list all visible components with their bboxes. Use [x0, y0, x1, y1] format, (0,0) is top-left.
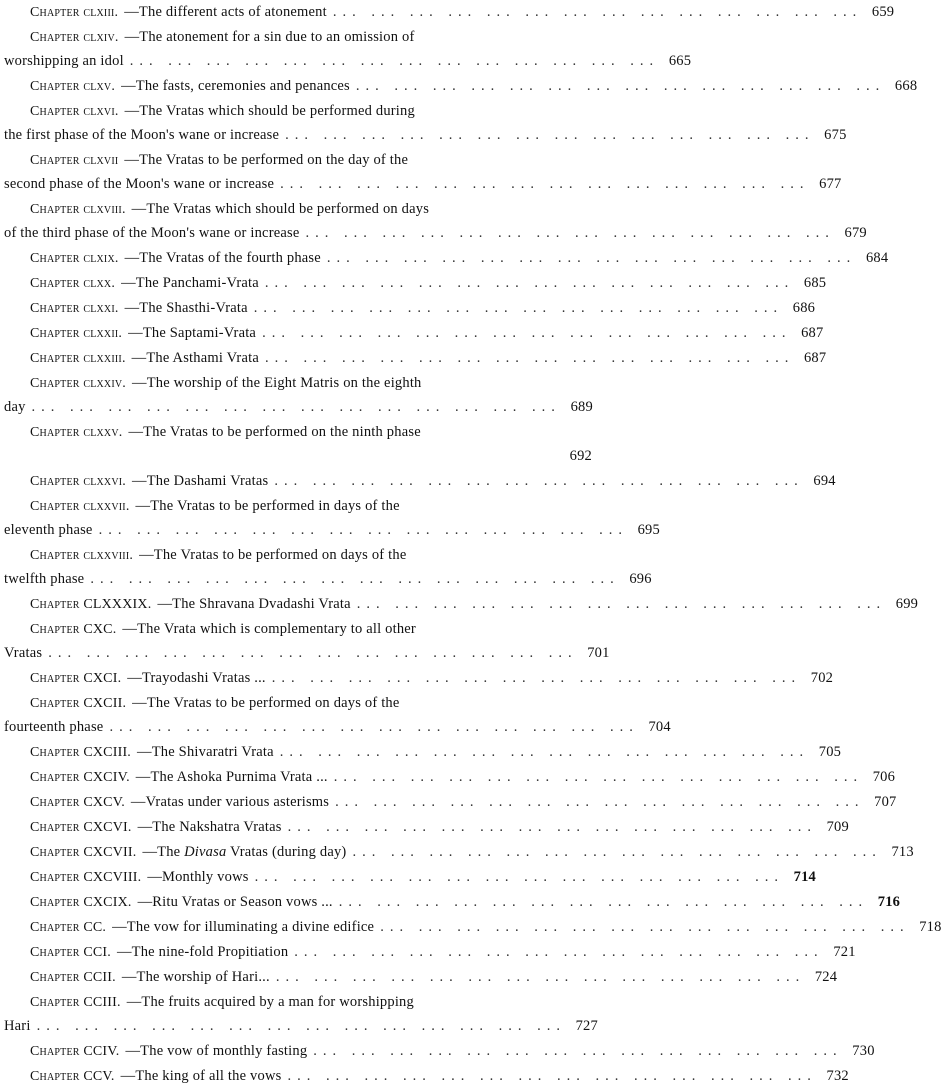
dot-leader	[274, 174, 815, 194]
dot-leader	[346, 842, 887, 862]
toc-entry-line	[0, 992, 600, 1016]
toc-entry-continuation	[0, 520, 660, 544]
dot-leader	[248, 298, 789, 318]
dot-leader	[84, 569, 625, 589]
chapter-number: Chapter CXCI.	[30, 671, 122, 686]
chapter-title-continuation: worshipping an idol	[4, 53, 124, 69]
chapter-title: —Trayodashi Vratas ...	[127, 670, 266, 686]
dot-leader	[321, 248, 862, 268]
toc-entry-line	[0, 767, 896, 791]
toc-entry-line	[0, 1066, 849, 1090]
chapter-title: —The fasts, ceremonies and penances	[121, 78, 350, 94]
dot-leader	[299, 223, 840, 243]
chapter-title: —The Asthami Vrata	[131, 350, 259, 366]
page-number: 689	[570, 399, 593, 415]
dot-leader	[26, 397, 567, 417]
toc-entry	[0, 545, 652, 593]
chapter-number: Chapter clxxi.	[30, 301, 119, 316]
chapter-number: Chapter CCV.	[30, 1069, 115, 1084]
dot-leader	[327, 2, 868, 22]
page-number: 659	[871, 4, 895, 20]
chapter-title: —The Vratas to be performed on the ninth phase	[128, 424, 421, 440]
toc-entry	[0, 792, 897, 816]
toc-entry-line	[0, 668, 834, 692]
toc-entry	[0, 298, 816, 322]
dot-leader	[268, 471, 809, 491]
chapter-title: —The worship of Hari...	[121, 969, 270, 985]
chapter-number: Chapter clxxvii.	[30, 499, 130, 514]
toc-entry-continuation	[0, 1016, 600, 1040]
page-number: 704	[648, 719, 671, 735]
dot-leader	[333, 892, 874, 912]
chapter-title: —The Shasthi-Vrata	[124, 300, 248, 316]
chapter-title: —The Vratas which should be performed on days	[131, 201, 430, 217]
toc-entry	[0, 76, 918, 100]
dot-leader	[124, 51, 665, 71]
toc-entry	[0, 273, 827, 297]
dot-leader	[249, 867, 790, 887]
toc-entry	[0, 1041, 875, 1065]
toc-entry-line	[0, 27, 600, 51]
chapter-title: —The Ashoka Purnima Vrata ...	[135, 769, 328, 785]
toc-entry-continuation	[0, 643, 610, 667]
toc-entry-continuation	[0, 397, 600, 421]
page-number: 721	[833, 944, 856, 960]
chapter-title: —The king of all the vows	[120, 1068, 282, 1084]
toc-entry	[0, 471, 836, 495]
chapter-title: —The Nakshatra Vratas	[137, 819, 282, 835]
chapter-number: Chapter CXC.	[30, 622, 117, 637]
chapter-title: —Ritu Vratas or Season vows ...	[137, 894, 333, 910]
chapter-number: Chapter clxviii.	[30, 202, 126, 217]
page-number: 706	[872, 769, 896, 785]
dot-leader	[42, 643, 583, 663]
chapter-title: —The Vratas to be performed on days of the	[139, 547, 407, 563]
toc-entry-line	[0, 942, 856, 966]
toc-entry-line	[0, 594, 919, 618]
chapter-title: —The vow of monthly fasting	[125, 1043, 308, 1059]
toc-entry-page-line	[0, 446, 600, 470]
page-number: 730	[852, 1043, 875, 1059]
chapter-number: Chapter CLXXXIX.	[30, 597, 152, 612]
chapter-title-part: —The	[142, 844, 185, 860]
dot-leader	[266, 668, 807, 688]
toc-entry	[0, 27, 692, 75]
chapter-title: —The nine-fold Propitiation	[116, 944, 289, 960]
toc-entry-line	[0, 496, 600, 520]
toc-entry	[0, 150, 842, 198]
chapter-title: —The Shivaratri Vrata	[137, 744, 274, 760]
toc-entry-line	[0, 273, 827, 297]
chapter-title: —The worship of the Eight Matris on the eighth	[132, 375, 422, 391]
chapter-number: Chapter clxxv.	[30, 425, 123, 440]
toc-entry	[0, 348, 827, 372]
toc-entry-line	[0, 422, 600, 446]
dot-leader	[103, 717, 644, 737]
chapter-title-continuation: fourteenth phase	[4, 719, 104, 735]
toc-entry-line	[0, 373, 600, 397]
dot-leader	[350, 76, 891, 96]
toc-entry-line	[0, 348, 827, 372]
toc-entry-line	[0, 150, 600, 174]
dot-leader	[270, 967, 811, 987]
toc-entry	[0, 942, 856, 966]
chapter-number: Chapter CCII.	[30, 970, 116, 985]
dot-leader	[259, 348, 800, 368]
page-number: 686	[792, 300, 816, 316]
toc-entry	[0, 619, 610, 667]
chapter-title-part: Vratas (during day)	[226, 844, 347, 860]
chapter-title: —The Panchami-Vrata	[121, 275, 259, 291]
chapter-number: Chapter CCIV.	[30, 1044, 120, 1059]
dot-leader	[256, 323, 797, 343]
chapter-title: —The Vrata which is complementary to all other	[122, 621, 416, 637]
toc-entry-line	[0, 298, 816, 322]
toc-entry	[0, 842, 914, 866]
toc-entry	[0, 496, 660, 544]
toc-entry	[0, 693, 671, 741]
toc-entry	[0, 373, 600, 421]
chapter-number: Chapter CXCIV.	[30, 770, 130, 785]
chapter-number: Chapter clxxiv.	[30, 376, 127, 391]
chapter-title-continuation: of the third phase of the Moon's wane or increase	[4, 225, 300, 241]
chapter-title: —Vratas under various asterisms	[130, 794, 330, 810]
chapter-title: —The Vratas to be performed on the day of the	[124, 152, 409, 168]
chapter-number: Chapter CCI.	[30, 945, 111, 960]
chapter-number: Chapter clxv.	[30, 79, 116, 94]
toc-entry-line	[0, 1041, 875, 1065]
chapter-title: —The Vratas to be performed on days of the	[132, 695, 400, 711]
page-number: 718	[919, 919, 942, 935]
page-number: 705	[818, 744, 842, 760]
chapter-number: Chapter CXCIII.	[30, 745, 132, 760]
toc-entry-continuation	[0, 125, 847, 149]
page-number: 702	[810, 670, 834, 686]
page-number: 732	[826, 1068, 849, 1084]
page-number: 695	[637, 522, 660, 538]
toc-entry	[0, 101, 847, 149]
chapter-number: Chapter CCIII.	[30, 995, 121, 1010]
page-number: 699	[895, 596, 919, 612]
toc-entry	[0, 817, 849, 841]
chapter-number: Chapter clxix.	[30, 251, 119, 266]
toc-entry-line	[0, 248, 889, 272]
toc-entry	[0, 767, 896, 791]
page-number: 694	[813, 473, 836, 489]
toc-entry-line	[0, 892, 901, 916]
toc-entry	[0, 199, 867, 247]
dot-leader	[259, 273, 800, 293]
chapter-title-continuation: eleventh phase	[4, 522, 93, 538]
toc-entry-line	[0, 967, 838, 991]
toc-entry	[0, 867, 816, 891]
chapter-title-continuation: the first phase of the Moon's wane or increase	[4, 127, 280, 143]
dot-leader	[328, 767, 869, 787]
toc-entry-continuation	[0, 51, 692, 75]
toc-entry	[0, 594, 919, 618]
chapter-number: Chapter clxiv.	[30, 30, 119, 45]
toc-entry	[0, 742, 842, 766]
toc-entry-line	[0, 917, 942, 941]
chapter-title: —The Vratas which should be performed during	[124, 103, 415, 119]
page-number: 692	[569, 448, 592, 464]
toc-entry-line	[0, 2, 895, 26]
chapter-number: Chapter CXCVII.	[30, 845, 137, 860]
toc-entry-line	[0, 742, 842, 766]
page-number: 668	[894, 78, 918, 94]
toc-entry-line	[0, 76, 918, 100]
dot-leader	[31, 1016, 572, 1036]
chapter-title: —The Vratas to be performed in days of the	[135, 498, 400, 514]
page-number: 685	[803, 275, 827, 291]
toc-entry-line	[0, 792, 897, 816]
toc-entry-continuation	[0, 174, 842, 198]
chapter-number: Chapter CXCVI.	[30, 820, 132, 835]
page-number: 675	[824, 127, 847, 143]
toc-entry	[0, 248, 889, 272]
page-number: 679	[844, 225, 867, 241]
chapter-number: Chapter clxxiii.	[30, 351, 126, 366]
chapter-title: —The Saptami-Vrata	[128, 325, 257, 341]
page-number: 714	[793, 869, 816, 885]
chapter-title: —The different acts of atonement	[124, 4, 327, 20]
chapter-title-continuation: twelfth phase	[4, 571, 85, 587]
dot-leader	[281, 1066, 822, 1086]
dot-leader	[93, 520, 634, 540]
dot-leader	[282, 817, 823, 837]
dot-leader	[329, 792, 870, 812]
page-number: 687	[803, 350, 827, 366]
chapter-title: —The fruits acquired by a man for worshipping	[126, 994, 414, 1010]
toc-entry-line	[0, 693, 600, 717]
page-number: 724	[814, 969, 838, 985]
chapter-title: —The atonement for a sin due to an omission of	[124, 29, 415, 45]
page-number: 713	[891, 844, 914, 860]
chapter-number: Chapter clxxviii.	[30, 548, 134, 563]
toc-entry-continuation	[0, 717, 671, 741]
dot-leader	[274, 742, 815, 762]
chapter-title-continuation: day	[4, 399, 26, 415]
dot-leader	[279, 125, 820, 145]
page-number: 727	[575, 1018, 598, 1034]
page-number: 687	[801, 325, 824, 341]
toc-entry-line	[0, 842, 914, 866]
toc-entry-line	[0, 471, 836, 495]
chapter-number: Chapter clxiii.	[30, 5, 119, 20]
dot-leader	[307, 1041, 848, 1061]
chapter-number: Chapter CXCV.	[30, 795, 125, 810]
toc-entry-line	[0, 545, 600, 569]
page-number: 709	[826, 819, 849, 835]
chapter-title: —The Dashami Vratas	[132, 473, 269, 489]
page-number: 665	[668, 53, 692, 69]
toc-entry	[0, 992, 600, 1040]
chapter-number: Chapter CXCII.	[30, 696, 127, 711]
toc-entry-line	[0, 323, 824, 347]
chapter-title-continuation: Vratas	[4, 645, 43, 661]
toc-entry-continuation	[0, 223, 867, 247]
toc-entry	[0, 2, 895, 26]
chapter-number: Chapter CC.	[30, 920, 107, 935]
toc-entry	[0, 1066, 849, 1090]
chapter-title: —The Shravana Dvadashi Vrata	[157, 596, 351, 612]
page-number: 701	[587, 645, 610, 661]
toc-entry	[0, 323, 824, 347]
chapter-title: —The vow for illuminating a divine edifice	[112, 919, 375, 935]
chapter-number: Chapter clxxvi.	[30, 474, 127, 489]
toc-entry	[0, 668, 834, 692]
toc-entry	[0, 917, 942, 941]
chapter-title-emphasis: Divasa	[184, 844, 227, 860]
chapter-title-continuation: Hari	[4, 1018, 31, 1034]
toc-entry-line	[0, 619, 600, 643]
toc-entry	[0, 967, 838, 991]
dot-leader	[288, 942, 829, 962]
chapter-title-continuation: second phase of the Moon's wane or increase	[4, 176, 275, 192]
page-number: 696	[629, 571, 652, 587]
toc-entry-line	[0, 101, 600, 125]
chapter-number: Chapter clxvii	[30, 153, 119, 168]
toc-entry-line	[0, 867, 816, 891]
chapter-number: Chapter CXCVIII.	[30, 870, 142, 885]
chapter-title	[142, 842, 346, 862]
chapter-number: Chapter clxx.	[30, 276, 116, 291]
toc-entry	[0, 422, 600, 470]
chapter-title: —The Vratas of the fourth phase	[124, 250, 321, 266]
chapter-number: Chapter CXCIX.	[30, 895, 132, 910]
chapter-number: Chapter clxxii.	[30, 326, 123, 341]
toc-entry-line	[0, 199, 600, 223]
dot-leader	[351, 594, 892, 614]
page-number: 707	[874, 794, 897, 810]
page-number: 716	[877, 894, 901, 910]
chapter-title: —Monthly vows	[147, 869, 249, 885]
page-number: 677	[819, 176, 842, 192]
toc-entry-continuation	[0, 569, 652, 593]
chapter-number: Chapter clxvi.	[30, 104, 119, 119]
toc-entry-line	[0, 817, 849, 841]
dot-leader	[374, 917, 915, 937]
toc-entry	[0, 892, 901, 916]
page-number: 684	[865, 250, 889, 266]
